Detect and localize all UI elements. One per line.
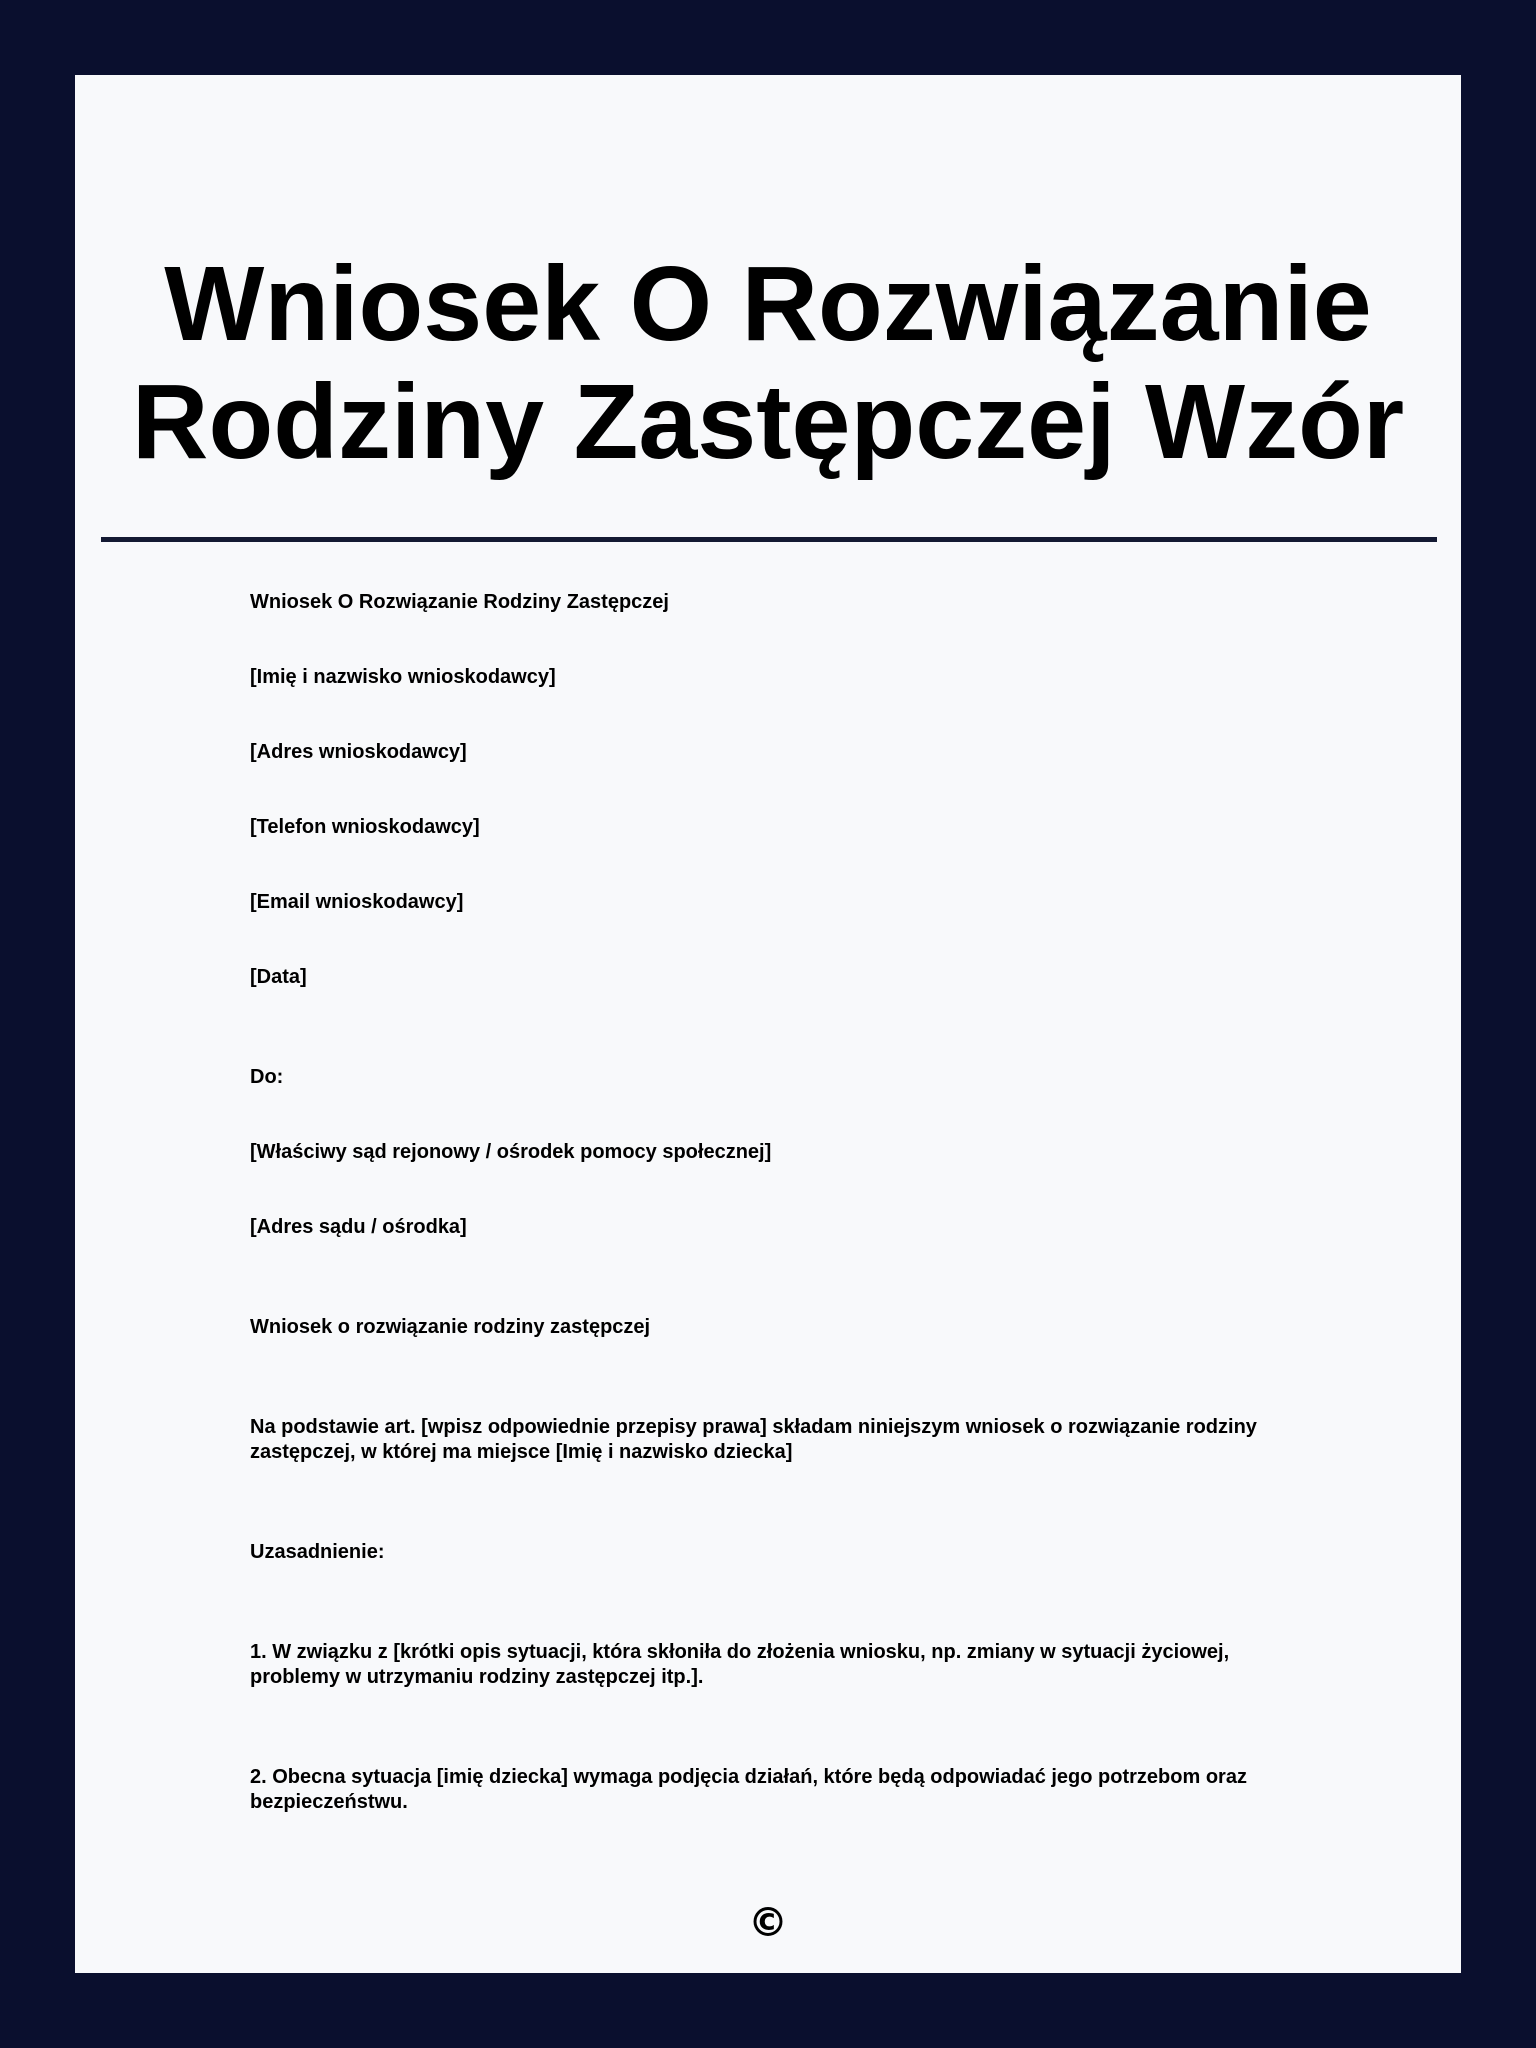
request-body: Na podstawie art. [wpisz odpowiednie przepisy prawa] składam niniejszym wniosek o rozwiązanie rodziny zastępczej, w której ma miejsce [Imię i nazwisko dziecka] (250, 1416, 1257, 1463)
recipient-label: Do: (250, 1066, 284, 1088)
justification-point-2: 2. Obecna sytuacja [imię dziecka] wymaga podjęcia działań, które będą odpowiadać jego potrzebom oraz bezpieczeństwu. (250, 1766, 1247, 1813)
recipient-institution: [Właściwy sąd rejonowy / ośrodek pomocy społecznej] (250, 1141, 772, 1163)
applicant-email: [Email wnioskodawcy] (250, 891, 464, 913)
title-divider (101, 537, 1437, 542)
request-subject: Wniosek o rozwiązanie rodziny zastępczej (250, 1316, 651, 1338)
applicant-phone: [Telefon wnioskodawcy] (250, 816, 480, 838)
recipient-address: [Adres sądu / ośrodka] (250, 1216, 467, 1238)
applicant-name: [Imię i nazwisko wnioskodawcy] (250, 666, 556, 688)
form-heading: Wniosek O Rozwiązanie Rodziny Zastępczej (250, 591, 669, 613)
document-title: Wniosek O Rozwiązanie Rodziny Zastępczej Wzór (131, 245, 1405, 481)
justification-point-1: 1. W związku z [krótki opis sytuacji, która skłoniła do złożenia wniosku, np. zmiany w sytuacji życiowej, problemy w utrzymaniu rodziny zastępczej itp.]. (250, 1641, 1230, 1688)
justification-label: Uzasadnienie: (250, 1541, 385, 1563)
document-page (75, 75, 1461, 1973)
applicant-address: [Adres wnioskodawcy] (250, 741, 467, 763)
date-field: [Data] (250, 966, 307, 988)
copyright-symbol: © (748, 1900, 788, 1946)
